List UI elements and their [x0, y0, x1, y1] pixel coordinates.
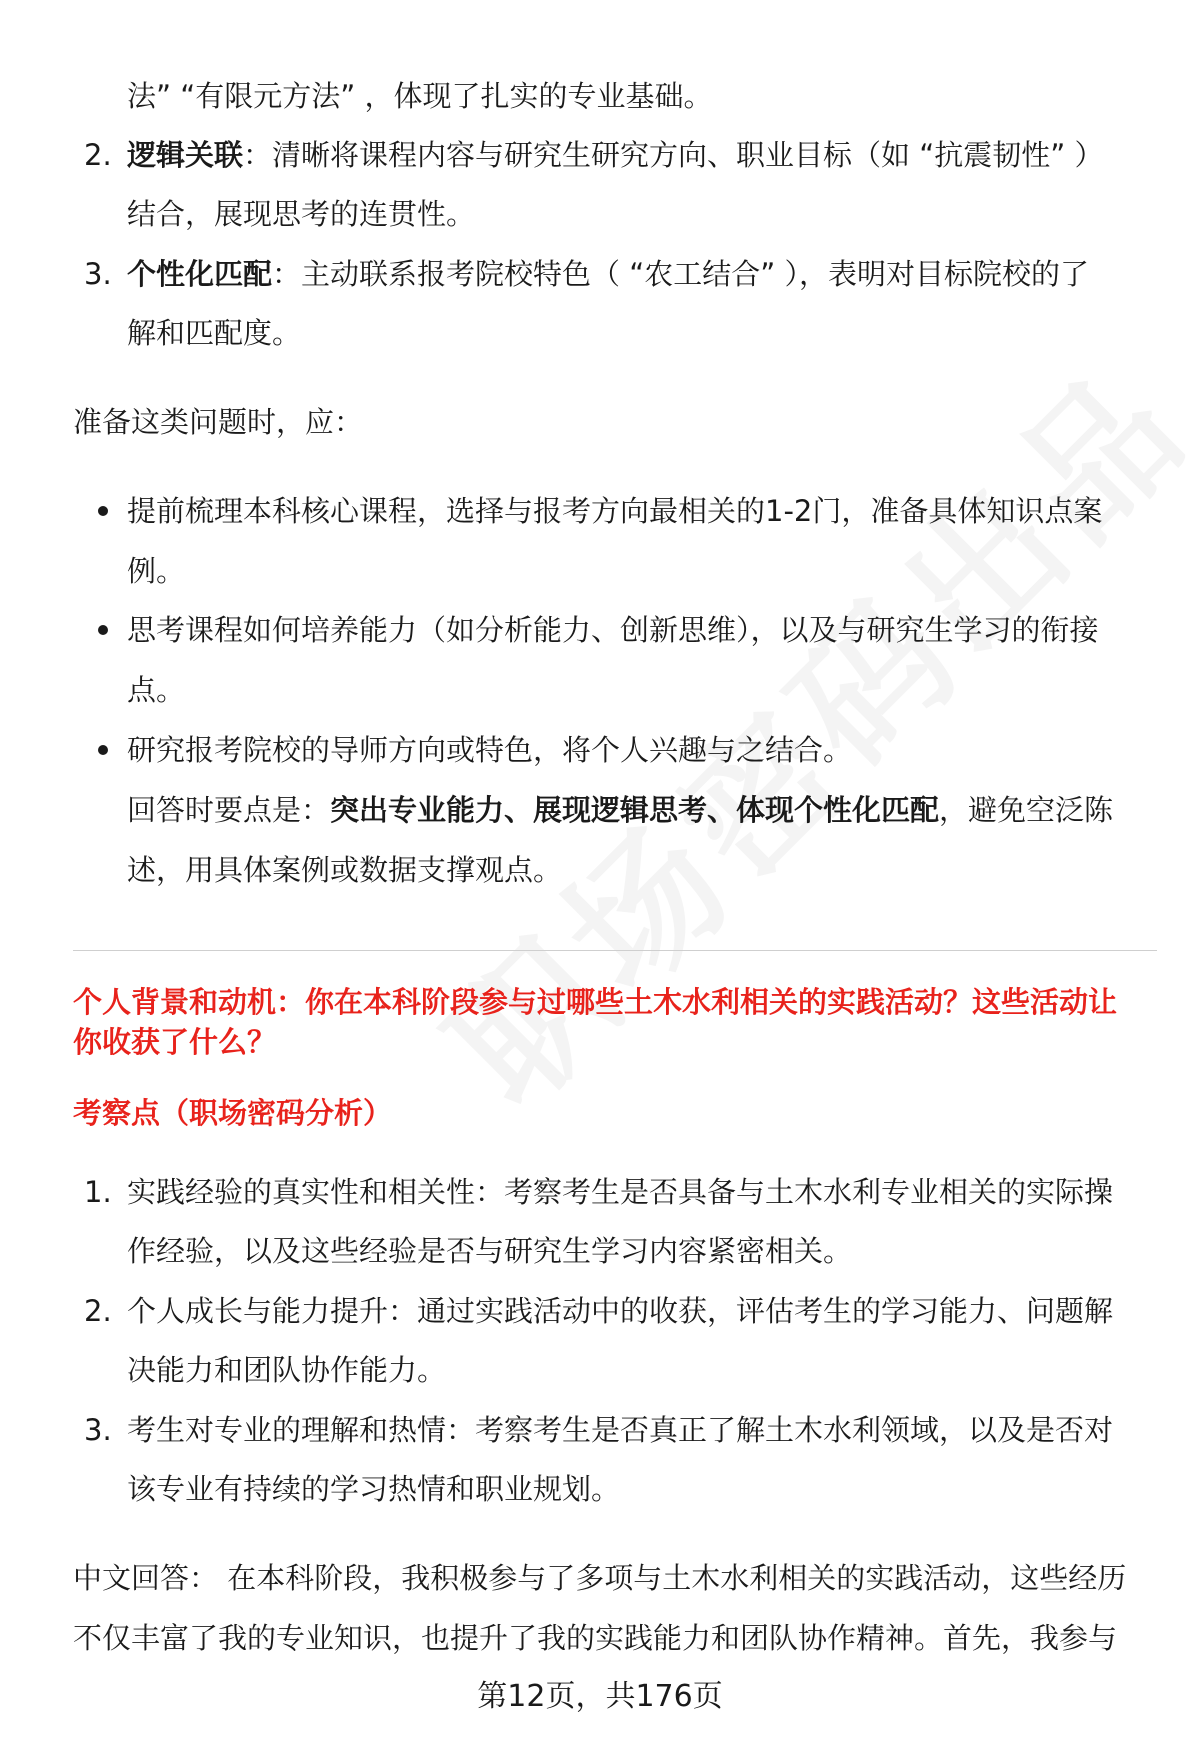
bullet-item-text-cont: 点。	[127, 673, 186, 707]
analysis-item-text-cont: 该专业有持续的学习热情和职业规划。	[127, 1472, 621, 1506]
question-heading-cont: 你收获了什么？	[73, 1025, 277, 1059]
bullet-item-text: 思考课程如何培养能力（如分析能力、创新思维），以及与研究生学习的衔接	[127, 613, 1099, 647]
answer-paragraph: 中文回答： 在本科阶段，我积极参与了多项与土木水利相关的实践活动，这些经历	[73, 1561, 1127, 1595]
bullet-dot	[98, 625, 108, 635]
analysis-title: 考察点（职场密码分析）	[73, 1096, 393, 1130]
list-item-personalization	[127, 254, 1089, 294]
bullet-item-text: 研究报考院校的导师方向或特色，将个人兴趣与之结合。	[127, 733, 853, 767]
answer-tip-prefix: 回答时要点是：	[127, 793, 331, 827]
list-item-bold-term: 逻辑关联	[127, 138, 244, 172]
answer-tip	[127, 790, 1113, 830]
page-number: 第12页，共176页	[477, 1679, 723, 1714]
list-number: 2.	[84, 1294, 112, 1328]
bullet-dot	[98, 745, 108, 755]
list-number: 2.	[84, 138, 112, 172]
list-item-logic	[127, 135, 1104, 175]
analysis-item-text-cont: 作经验，以及这些经验是否与研究生学习内容紧密相关。	[127, 1234, 853, 1268]
analysis-item-text: 考生对专业的理解和热情：考察考生是否真正了解土木水利领域，以及是否对	[127, 1413, 1114, 1447]
list-continuation-line: 法” “有限元方法” ，体现了扎实的专业基础。	[127, 79, 713, 113]
bullet-dot	[98, 506, 108, 516]
list-number: 3.	[84, 1413, 112, 1447]
prep-intro: 准备这类问题时，应：	[73, 405, 364, 439]
answer-tip-bold: 突出专业能力、展现逻辑思考、体现个性化匹配	[330, 793, 940, 827]
answer-tip-suffix: ，避免空泛陈	[939, 793, 1114, 827]
bullet-item-text: 提前梳理本科核心课程，选择与报考方向最相关的1-2门，准备具体知识点案	[127, 494, 1103, 528]
list-item-text: ：清晰将课程内容与研究生研究方向、职业目标（如 “抗震韧性” ）	[243, 138, 1104, 172]
list-item-bold-term: 个性化匹配	[127, 257, 273, 291]
list-item-text: ：主动联系报考院校特色（ “农工结合” ），表明对目标院校的了	[272, 257, 1090, 291]
list-number: 3.	[84, 257, 112, 291]
list-item-text-cont: 解和匹配度。	[127, 316, 302, 350]
analysis-item-text-cont: 决能力和团队协作能力。	[127, 1353, 447, 1387]
section-divider	[73, 950, 1157, 951]
answer-tip-cont: 述，用具体案例或数据支撑观点。	[127, 853, 563, 887]
answer-paragraph-cont: 不仅丰富了我的专业知识，也提升了我的实践能力和团队协作精神。首先，我参与	[73, 1621, 1118, 1655]
bullet-item-text-cont: 例。	[127, 554, 186, 588]
question-heading: 个人背景和动机：你在本科阶段参与过哪些土木水利相关的实践活动？这些活动让	[73, 985, 1118, 1019]
analysis-item-text: 个人成长与能力提升：通过实践活动中的收获，评估考生的学习能力、问题解	[127, 1294, 1114, 1328]
list-number: 1.	[84, 1175, 112, 1209]
list-item-text-cont: 结合，展现思考的连贯性。	[127, 197, 476, 231]
analysis-item-text: 实践经验的真实性和相关性：考察考生是否具备与土木水利专业相关的实际操	[127, 1175, 1114, 1209]
